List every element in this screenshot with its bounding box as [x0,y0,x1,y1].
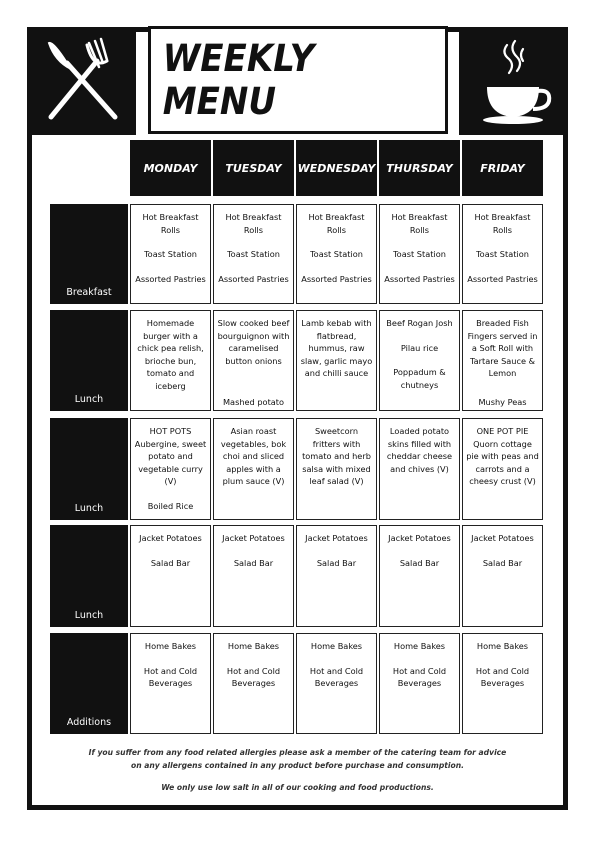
menu-cell [130,204,211,304]
menu-item: Hot Breakfast Rolls [142,212,199,235]
menu-cell-items [217,211,290,285]
menu-cell-items [134,211,207,285]
menu-item: Toast Station [144,249,197,259]
logo-left-block [27,27,136,135]
menu-item: Salad Bar [399,557,440,568]
menu-item: Toast Station [227,249,280,259]
fork-knife-icon [27,27,136,135]
menu-cell [130,310,211,411]
menu-cell-side: Mushy Peas [478,396,527,407]
menu-item: Hot and Cold Beverages [475,665,530,688]
menu-item: Assorted Pastries [301,273,372,284]
menu-cell-items [217,640,290,690]
row-label-additions: Additions [50,633,128,734]
menu-item: Slow cooked beef bourguignon with caramelised button onions [217,318,290,366]
menu-cell [462,310,543,411]
menu-item: Home Bakes [393,641,446,651]
menu-cell-items [134,532,207,569]
menu-cell [462,204,543,304]
menu-item: Hot Breakfast Rolls [474,212,531,235]
menu-cell [296,633,377,734]
menu-cell [130,418,211,520]
menu-item: Assorted Pastries [384,273,455,284]
menu-item: Beef Rogan Josh [386,318,453,328]
menu-cell [213,525,294,627]
menu-item: Jacket Potatoes [222,533,285,543]
menu-item: Salad Bar [233,557,274,568]
menu-item: Home Bakes [144,641,197,651]
menu-item: Assorted Pastries [467,273,538,284]
day-header-friday: FRIDAY [462,140,543,196]
menu-cell [296,525,377,627]
menu-item: Boiled Rice [147,500,194,511]
menu-item: Home Bakes [476,641,529,651]
menu-item: Jacket Potatoes [471,533,534,543]
menu-cell-items [134,640,207,690]
menu-item: Salad Bar [316,557,357,568]
menu-cell-items [134,425,207,512]
menu-cell [296,310,377,411]
menu-item: Home Bakes [310,641,363,651]
row-label-lunch: Lunch [50,310,128,411]
menu-cell-items [466,640,539,690]
menu-item: Jacket Potatoes [305,533,368,543]
menu-item: Jacket Potatoes [139,533,202,543]
menu-cell-items [383,211,456,285]
menu-item: Hot and Cold Beverages [392,665,447,688]
menu-item: Hot Breakfast Rolls [225,212,282,235]
menu-cell [130,525,211,627]
menu-cell [462,633,543,734]
menu-cell [296,418,377,520]
day-header-wednesday: WEDNESDAY [296,140,377,196]
row-label-breakfast: Breakfast [50,204,128,304]
menu-cell-items [383,640,456,690]
menu-cell [379,525,460,627]
menu-cell [213,633,294,734]
menu-item: Assorted Pastries [135,273,206,284]
menu-item: Hot Breakfast Rolls [391,212,448,235]
menu-cell-items [300,425,373,488]
footer-allergy-line2: on any allergens contained in any product before purchase and consumption. [130,761,464,770]
menu-cell [296,204,377,304]
menu-cell-items [300,211,373,285]
menu-cell-items [466,425,539,488]
day-header-tuesday: TUESDAY [213,140,294,196]
menu-item: Hot and Cold Beverages [226,665,281,688]
menu-cell-items [134,317,207,392]
menu-cell-items [300,640,373,690]
menu-item: Toast Station [310,249,363,259]
coffee-cup-icon [459,27,568,135]
menu-item: Asian roast vegetables, bok choi and sliced apples with a plum sauce (V) [220,426,287,486]
menu-item: Pilau rice [400,342,439,353]
row-label-lunch: Lunch [50,525,128,627]
menu-cell-items [217,532,290,569]
menu-cell [213,418,294,520]
footer-allergy-line1: If you suffer from any food related allergies please ask a member of the catering team for advice [88,748,507,757]
menu-item: Hot Breakfast Rolls [308,212,365,235]
menu-item: Salad Bar [482,557,523,568]
day-header-thursday: THURSDAY [379,140,460,196]
menu-item: Lamb kebab with flatbread, hummus, raw slaw, garlic mayo and chilli sauce [300,318,373,378]
menu-item: ONE POT PIE Quorn cottage pie with peas and carrots and a cheesy crust (V) [466,426,539,486]
menu-cell-items [300,532,373,569]
menu-cell-items [466,532,539,569]
menu-cell-items [300,317,373,380]
menu-cell-items [383,317,456,391]
menu-cell [462,418,543,520]
footer-salt-note: We only use low salt in all of our cooking and food productions. [161,783,434,792]
menu-item: Hot and Cold Beverages [143,665,198,688]
menu-item: Jacket Potatoes [388,533,451,543]
logo-right-block [459,27,568,135]
page-title-box [148,26,448,134]
menu-item: Sweetcorn fritters with tomato and herb salsa with mixed leaf salad (V) [302,426,371,486]
menu-item: Salad Bar [150,557,191,568]
menu-item: Toast Station [476,249,529,259]
menu-cell [379,310,460,411]
menu-cell-items [383,532,456,569]
menu-cell [213,310,294,411]
menu-item: Toast Station [393,249,446,259]
menu-cell-items [217,425,290,488]
day-header-monday: MONDAY [130,140,211,196]
menu-item: Homemade burger with a chick pea relish, brioche bun, tomato and iceberg [137,318,204,391]
menu-item: Loaded potato skins filled with cheddar cheese and chives (V) [386,426,453,474]
menu-item: Poppadum & chutneys [393,367,446,390]
menu-item: HOT POTS Aubergine, sweet potato and vegetable curry (V) [134,426,207,486]
menu-cell [130,633,211,734]
row-label-lunch: Lunch [50,418,128,520]
menu-cell [379,633,460,734]
menu-cell-items [217,317,290,367]
menu-item: Home Bakes [227,641,280,651]
menu-cell-items [466,211,539,285]
menu-cell [379,418,460,520]
menu-item: Assorted Pastries [218,273,289,284]
menu-cell [462,525,543,627]
menu-item: Breaded Fish Fingers served in a Soft Roll with Tartare Sauce & Lemon [467,318,538,378]
menu-cell-items [466,317,539,380]
menu-cell [213,204,294,304]
menu-cell-items [383,425,456,475]
menu-cell-side: Mashed potato [222,396,285,407]
menu-cell [379,204,460,304]
menu-item: Hot and Cold Beverages [309,665,364,688]
page-title: WEEKLY MENU [162,37,315,123]
